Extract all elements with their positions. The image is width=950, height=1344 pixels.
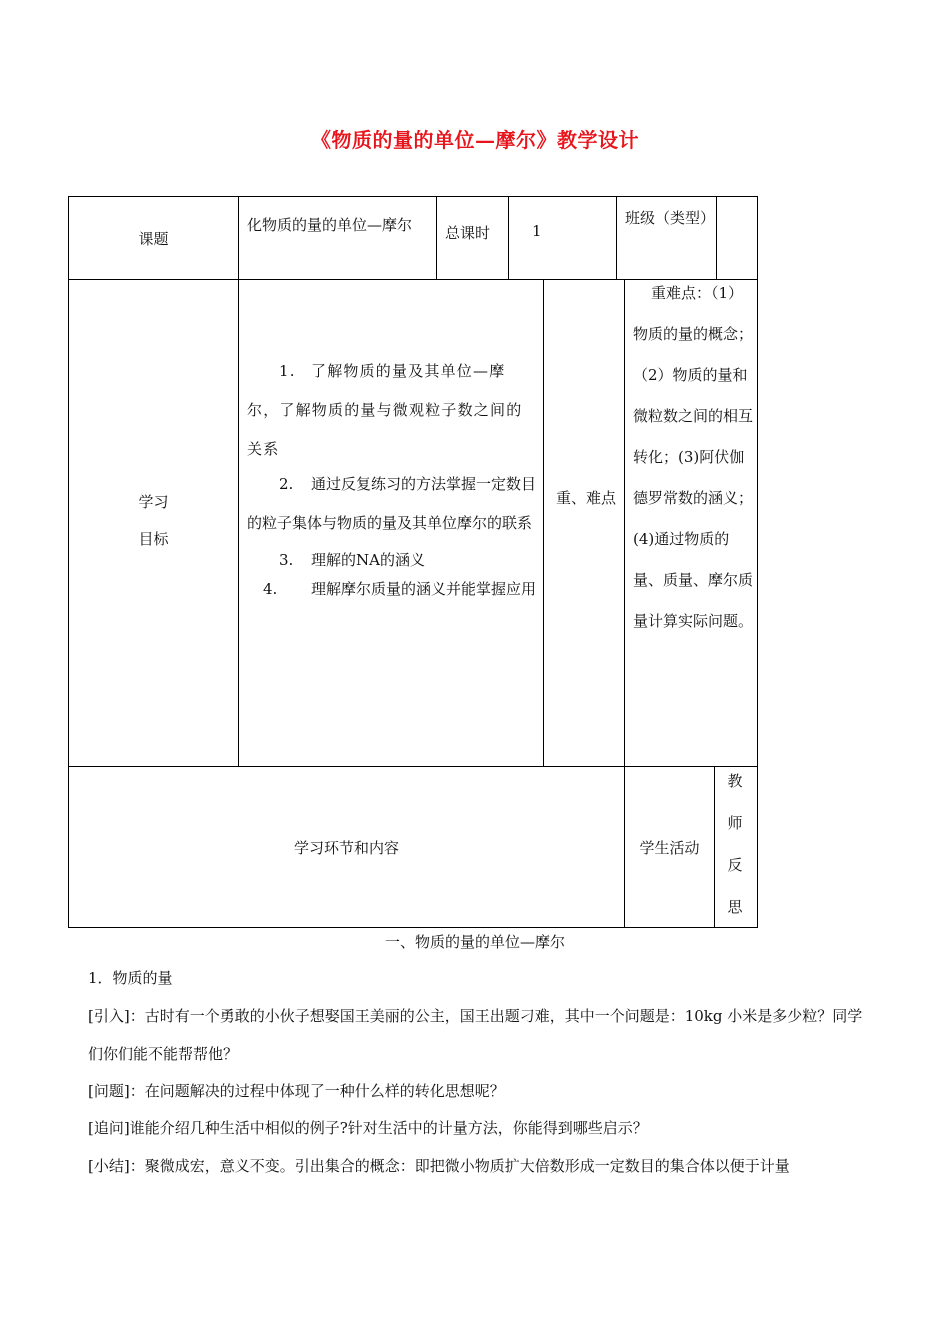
- objective-text: 理解的NA的涵义: [311, 551, 425, 569]
- student-activity-label: 学生活动: [639, 838, 700, 857]
- document-title: 《物质的量的单位—摩尔》教学设计: [311, 128, 639, 152]
- subject-label: 课题: [138, 229, 169, 248]
- row1-col-divider-5: [716, 196, 717, 280]
- class-type-label: 班级（类型）: [625, 209, 716, 227]
- total-hours-value: 1: [532, 222, 542, 240]
- section-body: [88, 960, 868, 1185]
- objective-text: 了解物质的量及其单位—摩尔，了解物质的量与微观粒子数之间的关系: [247, 362, 523, 458]
- row2-col-divider-3: [624, 279, 625, 767]
- objective-text: 通过反复练习的方法掌握一定数目的粒子集体与物质的量及其单位摩尔的联系: [247, 475, 537, 532]
- objective-number: 2.: [279, 475, 294, 493]
- subject-value: 化物质的量的单位—摩尔: [247, 216, 413, 234]
- objective-number: 4.: [263, 580, 278, 598]
- teacher-reflection-label: 教师反思: [727, 772, 743, 916]
- row3-col-divider-2: [714, 766, 715, 928]
- row2-col-divider-1: [238, 279, 239, 767]
- objectives-list: [247, 352, 537, 604]
- section-heading: 一、物质的量的单位—摩尔: [384, 933, 565, 951]
- key-points-label: 重、难点: [556, 489, 617, 507]
- objectives-label: [69, 484, 238, 558]
- list-item: [247, 465, 537, 543]
- total-hours-label: 总课时: [445, 224, 491, 242]
- table-border-right: [757, 196, 758, 928]
- list-item: [247, 352, 537, 469]
- content-label: 学习环节和内容: [293, 838, 399, 857]
- sub-heading: 1．物质的量: [88, 969, 173, 987]
- key-points-text: 重难点：（1）物质的量的概念；（2）物质的量和微粒数之间的相互转化；(3)阿伏伽德罗常数的涵义；(4)通过物质的量、质量、摩尔质量计算实际问题。: [633, 284, 754, 630]
- paragraph-summary: [小结]：聚微成宏，意义不变。引出集合的概念：即把微小物质扩大倍数形成一定数目的集合体以便于计量: [88, 1157, 790, 1175]
- row1-col-divider-1: [238, 196, 239, 280]
- objective-number: 3.: [279, 551, 294, 569]
- table-border-bottom: [68, 927, 758, 928]
- row2-col-divider-2: [543, 279, 544, 767]
- row1-col-divider-4: [616, 196, 617, 280]
- paragraph-intro: [引入]：古时有一个勇敢的小伙子想娶国王美丽的公主，国王出题刁难，其中一个问题是：10kg 小米是多少粒？同学们你们能不能帮帮他？: [88, 1007, 863, 1063]
- objectives-label-line-2: 目标: [138, 530, 169, 548]
- objectives-label-line-1: 学习: [138, 493, 169, 511]
- objective-number: 1.: [279, 362, 296, 380]
- row1-col-divider-3: [508, 196, 509, 280]
- paragraph-question: [问题]：在问题解决的过程中体现了一种什么样的转化思想呢？: [88, 1082, 505, 1100]
- list-item: [247, 545, 537, 575]
- list-item: [247, 575, 537, 604]
- row1-col-divider-2: [436, 196, 437, 280]
- paragraph-followup: [追问]谁能介绍几种生活中相似的例子?针对生活中的计量方法，你能得到哪些启示？: [88, 1119, 648, 1137]
- objective-text: 理解摩尔质量的涵义并能掌握应用: [311, 580, 537, 598]
